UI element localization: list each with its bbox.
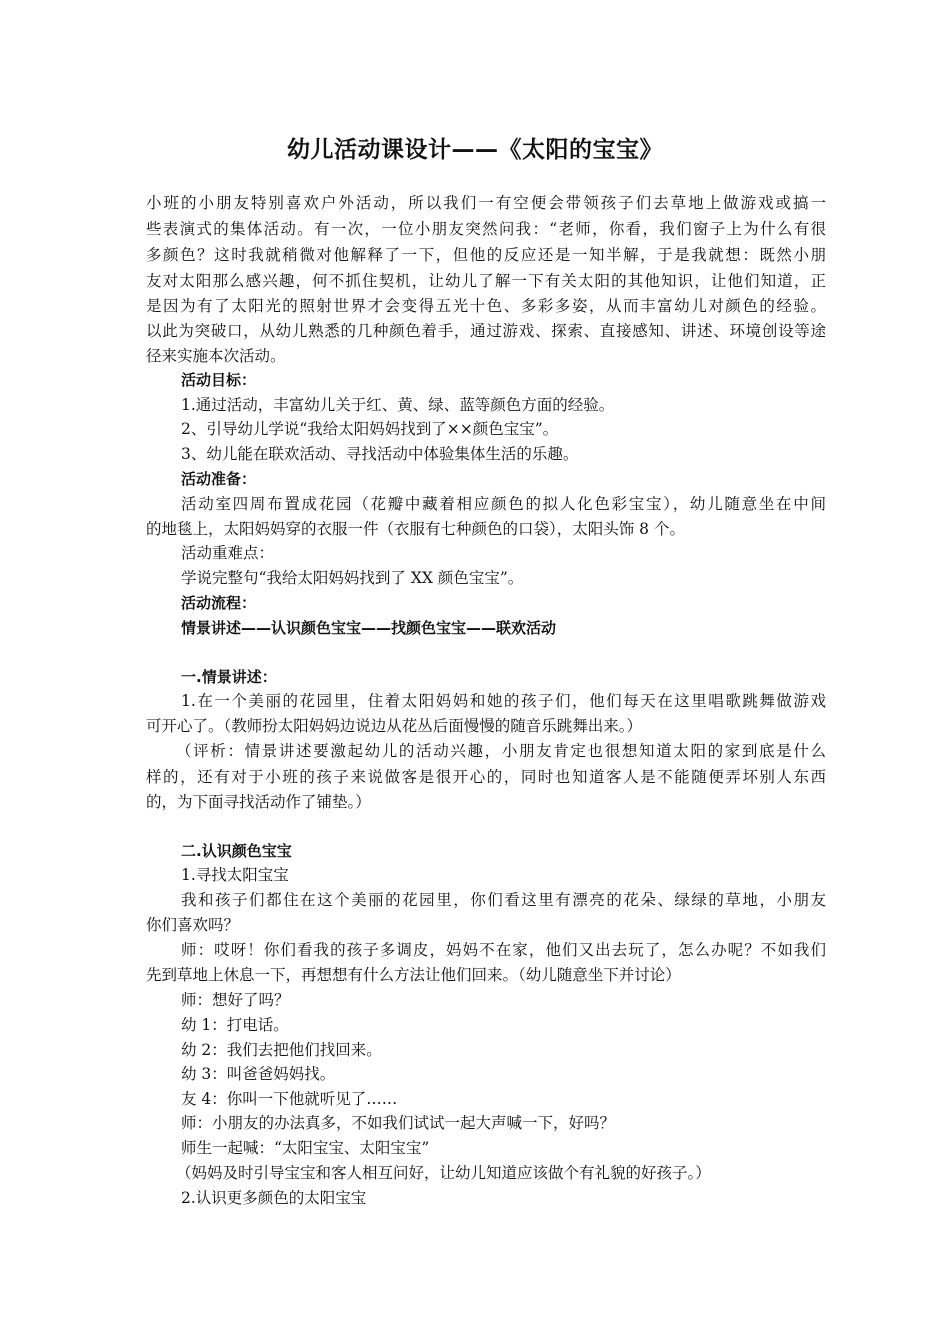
- section2-heading: 二.认识颜色宝宝: [181, 842, 292, 860]
- section2-line: 我和孩子们都住在这个美丽的花园里，你们看这里有漂亮的花朵、绿绿的草地，小朋友: [181, 891, 826, 909]
- goal-item: 3、幼儿能在联欢活动、寻找活动中体验集体生活的乐趣。: [181, 445, 579, 463]
- intro-line: 友对太阳那么感兴趣，何不抓住契机，让幼儿了解一下有关太阳的其他知识，让他们知道，正: [146, 272, 826, 290]
- section1-heading: 一.情景讲述：: [181, 668, 277, 686]
- section2-line: 幼 3：叫爸爸妈妈找。: [181, 1065, 336, 1083]
- goals-heading: 活动目标：: [181, 371, 257, 389]
- section2-line: 先到草地上休息一下，再想想有什么方法让他们回来。（幼儿随意坐下并讨论）: [146, 966, 681, 984]
- section2-line: 师生一起喊：“太阳宝宝、太阳宝宝”: [181, 1139, 430, 1157]
- flow-heading: 活动流程：: [181, 594, 257, 612]
- goal-item: 2、引导幼儿学说“我给太阳妈妈找到了××颜色宝宝”。: [181, 420, 559, 438]
- section1-comment-line: 样的，还有对于小班的孩子来说做客是很开心的，同时也知道客人是不能随便弄坏别人东西: [146, 768, 826, 786]
- flow-text: 情景讲述——认识颜色宝宝——找颜色宝宝——联欢活动: [181, 619, 557, 637]
- intro-line: 小班的小朋友特别喜欢户外活动，所以我们一有空便会带领孩子们去草地上做游戏或搞一: [146, 194, 826, 212]
- difficulty-text: 学说完整句“我给太阳妈妈找到了 XX 颜色宝宝”。: [181, 569, 524, 587]
- section2-line: 师：想好了吗？: [181, 991, 290, 1009]
- intro-line: 多颜色？这时我就稍微对他解释了一下，但他的反应还是一知半解，于是我就想：既然小朋: [146, 246, 826, 264]
- intro-line: 以此为突破口，从幼儿熟悉的几种颜色着手，通过游戏、探索、直接感知、讲述、环境创设等途: [146, 322, 826, 340]
- section2-line: 幼 1：打电话。: [181, 1016, 289, 1034]
- intro-line: 径来实施本次活动。: [146, 347, 286, 365]
- intro-line: 些表演式的集体活动。有一次，一位小朋友突然问我：“老师，你看，我们窗子上为什么有很: [146, 220, 826, 238]
- document-title: 幼儿活动课设计——《太阳的宝宝》: [287, 137, 663, 163]
- prep-line: 的地毯上，太阳妈妈穿的衣服一件（衣服有七种颜色的口袋），太阳头饰 8 个。: [146, 520, 685, 538]
- section2-line: 1.寻找太阳宝宝: [181, 866, 289, 884]
- intro-line: 是因为有了太阳光的照射世界才会变得五光十色、多彩多姿，从而丰富幼儿对颜色的经验。: [146, 297, 826, 315]
- section2-line: 你们喜欢吗？: [146, 916, 240, 934]
- section2-line: 友 4：你叫一下他就听见了……: [181, 1090, 398, 1108]
- prep-line: 活动室四周布置成花园（花瓣中藏着相应颜色的拟人化色彩宝宝），幼儿随意坐在中间: [181, 495, 826, 513]
- section2-line: 师：哎呀！你们看我的孩子多调皮，妈妈不在家，他们又出去玩了，怎么办呢？不如我们: [181, 941, 826, 959]
- section1-line: 可开心了。（教师扮太阳妈妈边说边从花丛后面慢慢的随音乐跳舞出来。）: [146, 717, 643, 735]
- section2-line: 幼 2：我们去把他们找回来。: [181, 1041, 382, 1059]
- section2-line: 2.认识更多颜色的太阳宝宝: [181, 1189, 367, 1207]
- section2-line: 师：小朋友的办法真多，不如我们试试一起大声喊一下，好吗？: [181, 1114, 616, 1132]
- goal-item: 1.通过活动，丰富幼儿关于红、黄、绿、蓝等颜色方面的经验。: [181, 396, 615, 414]
- section2-line: （妈妈及时引导宝宝和客人相互问好，让幼儿知道应该做个有礼貌的好孩子。）: [176, 1164, 711, 1182]
- section1-line: 1.在一个美丽的花园里，住着太阳妈妈和她的孩子们，他们每天在这里唱歌跳舞做游戏: [181, 692, 826, 710]
- difficulty-heading: 活动重难点：: [181, 544, 275, 562]
- section1-comment-line: （评析：情景讲述要激起幼儿的活动兴趣，小朋友肯定也很想知道太阳的家到底是什么: [176, 742, 826, 760]
- section1-comment-line: 的，为下面寻找活动作了铺垫。）: [146, 793, 371, 811]
- prep-heading: 活动准备：: [181, 470, 257, 488]
